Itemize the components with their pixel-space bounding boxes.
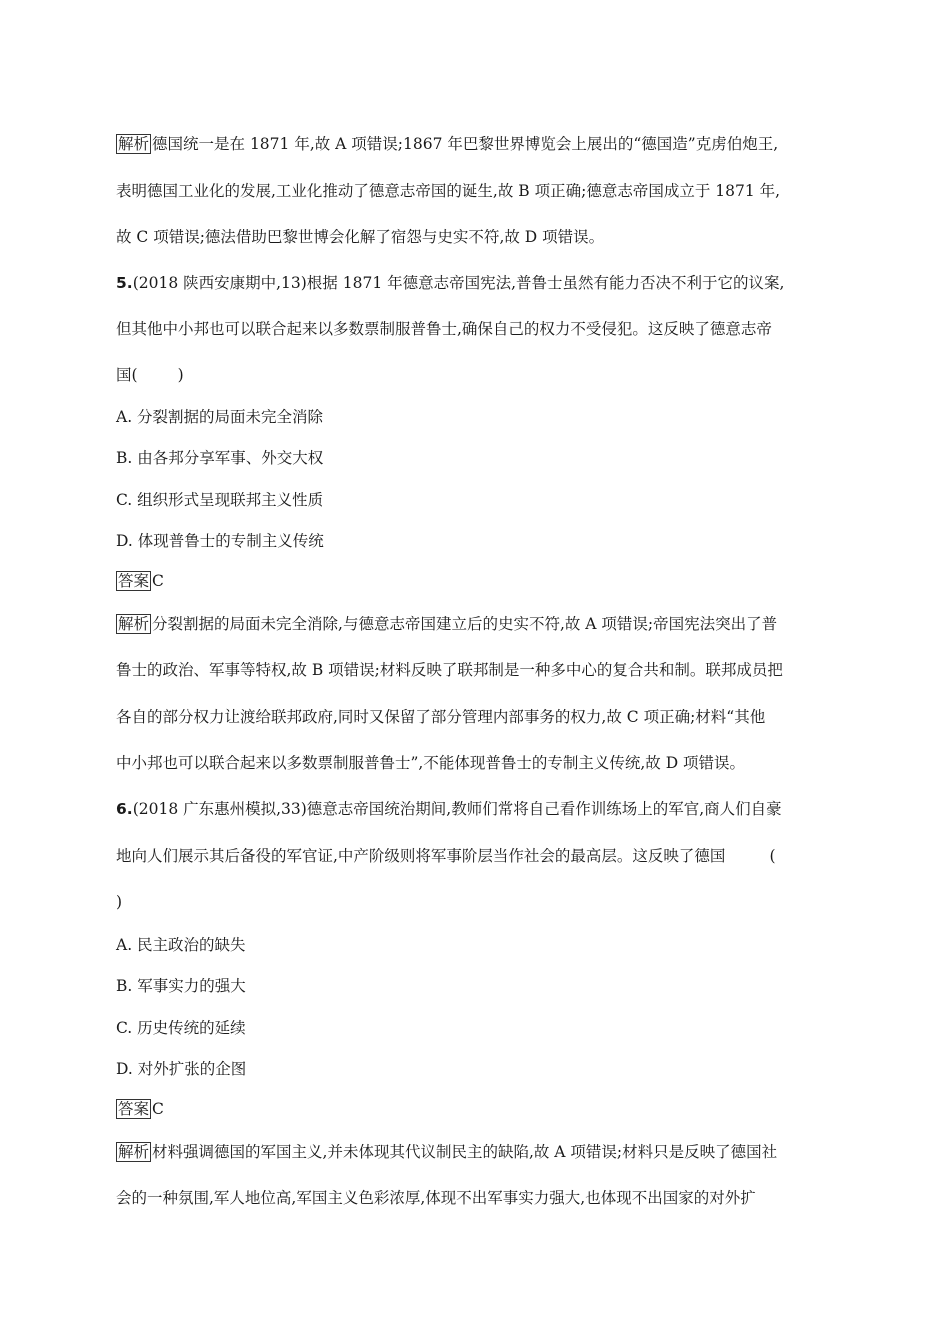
answer-label: 答案: [118, 1100, 150, 1118]
analysis-line: 故 C 项错误;德法借助巴黎世博会化解了宿怨与史实不符,故 D 项错误。: [116, 228, 605, 246]
analysis-label: 解析: [118, 615, 150, 633]
analysis-line: 解析 德国统一是在 1871 年,故 A 项错误;1867 年巴黎世界博览会上展出的“德国造”克虏伯炮王,: [118, 135, 779, 153]
question-5-stem: 但其他中小邦也可以联合起来以多数票制服普鲁士,确保自己的权力不受侵犯。这反映了德意志帝: [116, 320, 772, 338]
question-6-stem: ): [116, 893, 123, 911]
question-6-stem: 地向人们展示其后备役的军官证,中产阶级则将军事阶层当作社会的最高层。这反映了德国 (: [116, 847, 776, 865]
answer-line: [116, 570, 836, 592]
answer-value: C: [152, 1100, 164, 1118]
option-a: A. 分裂割据的局面未完全消除: [116, 408, 324, 426]
option-b: B. 军事实力的强大: [116, 977, 246, 995]
question-number: 6.: [116, 800, 133, 818]
option-d: D. 体现普鲁士的专制主义传统: [116, 532, 324, 550]
analysis-line: 各自的部分权力让渡给联邦政府,同时又保留了部分管理内部事务的权力,故 C 项正确;材料“其他: [116, 708, 766, 726]
analysis-label: 解析: [118, 135, 150, 153]
option-a: A. 民主政治的缺失: [116, 936, 246, 954]
option-c: C. 组织形式呈现联邦主义性质: [116, 491, 324, 509]
question-number: 5.: [116, 274, 133, 292]
answer-value: C: [152, 572, 164, 590]
option-c: C. 历史传统的延续: [116, 1019, 246, 1037]
answer-line: [116, 1098, 836, 1120]
analysis-line: 解析 材料强调德国的军国主义,并未体现其代议制民主的缺陷,故 A 项错误;材料只是反映了德国社: [118, 1143, 778, 1161]
analysis-line: 表明德国工业化的发展,工业化推动了德意志帝国的诞生,故 B 项正确;德意志帝国成立于 1871 年,: [116, 182, 781, 200]
analysis-line: 解析 分裂割据的局面未完全消除,与德意志帝国建立后的史实不符,故 A 项错误;帝国宪法突出了普: [118, 615, 778, 633]
question-5-stem: 国( ): [116, 366, 184, 384]
option-b: B. 由各邦分享军事、外交大权: [116, 449, 324, 467]
analysis-line: 会的一种氛围,军人地位高,军国主义色彩浓厚,体现不出军事实力强大,也体现不出国家的对外扩: [116, 1189, 756, 1207]
question-6-stem: 6.(2018 广东惠州模拟,33)德意志帝国统治期间,教师们常将自己看作训练场上的军官,商人们自豪: [116, 800, 782, 818]
answer-label: 答案: [118, 572, 150, 590]
question-5-stem: 5.(2018 陕西安康期中,13)根据 1871 年德意志帝国宪法,普鲁士虽然有能力否决不利于它的议案,: [116, 274, 785, 292]
analysis-line: 鲁士的政治、军事等特权,故 B 项错误;材料反映了联邦制是一种多中心的复合共和制。联邦成员把: [116, 661, 783, 679]
option-d: D. 对外扩张的企图: [116, 1060, 247, 1078]
analysis-line: 中小邦也可以联合起来以多数票制服普鲁士”,不能体现普鲁士的专制主义传统,故 D 项错误。: [116, 754, 746, 772]
analysis-label: 解析: [118, 1143, 150, 1161]
